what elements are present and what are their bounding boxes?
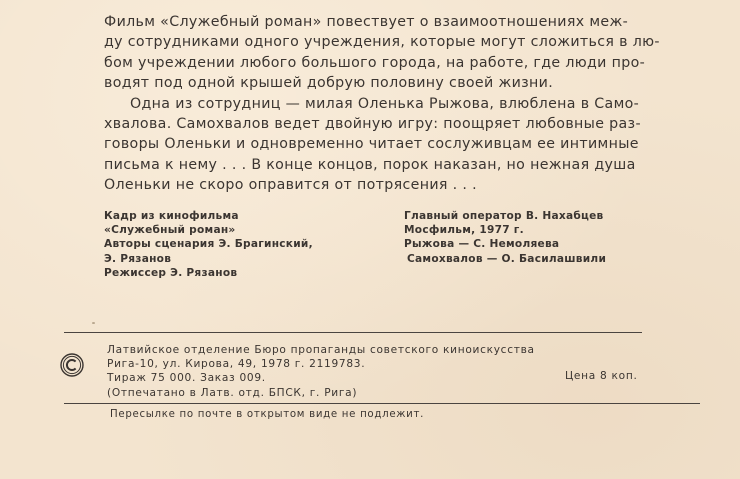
price-label: Цена 8 коп. bbox=[565, 370, 638, 382]
credit-line: Кадр из кинофильма bbox=[104, 210, 239, 222]
film-credits-right bbox=[404, 209, 606, 266]
synopsis-line: говоры Оленьки и одновременно читает сослуживцам ее интимные bbox=[104, 136, 639, 153]
credit-line: Э. Рязанов bbox=[104, 252, 172, 265]
credit-line: Рыжова — С. Немоляева bbox=[404, 238, 560, 251]
publisher-info bbox=[107, 343, 535, 400]
film-synopsis bbox=[104, 12, 660, 196]
paper-speck bbox=[92, 322, 95, 324]
credit-line: Авторы сценария Э. Брагинский, bbox=[104, 238, 313, 251]
synopsis-line: бом учреждении любого большого города, на работе, где люди про- bbox=[104, 54, 646, 71]
credit-line: Главный оператор В. Нахабцев bbox=[404, 210, 604, 222]
synopsis-line: хвалова. Самохвалов ведет двойную игру: поощряет любовные раз- bbox=[104, 116, 641, 133]
divider-line bbox=[64, 403, 700, 404]
credit-line: Режиссер Э. Рязанов bbox=[104, 266, 238, 279]
credit-line: Мосфильм, 1977 г. bbox=[404, 224, 524, 237]
credit-line: «Служебный роман» bbox=[104, 224, 236, 237]
divider-line bbox=[64, 332, 642, 333]
copyright-icon bbox=[60, 353, 84, 377]
publisher-line: Тираж 75 000. Заказ 009. bbox=[107, 372, 266, 385]
synopsis-line: Оленьки не скоро оправится от потрясения . . . bbox=[104, 177, 477, 194]
publisher-line: Рига-10, ул. Кирова, 49, 1978 г. 2119783. bbox=[107, 358, 366, 371]
synopsis-line: водят под одной крышей добрую половину своей жизни. bbox=[104, 75, 554, 92]
credit-line: Самохвалов — О. Басилашвили bbox=[407, 252, 607, 265]
synopsis-line: Фильм «Служебный роман» повествует о взаимоотношениях меж- bbox=[104, 14, 629, 30]
postal-notice: Пересылке по почте в открытом виде не подлежит. bbox=[110, 409, 425, 420]
synopsis-line: Одна из сотрудниц — милая Оленька Рыжова, влюблена в Само- bbox=[130, 95, 640, 112]
publisher-line: Латвийское отделение Бюро пропаганды советского киноискусства bbox=[107, 344, 535, 356]
publisher-line: (Отпечатано в Латв. отд. БПСК, г. Рига) bbox=[107, 386, 358, 399]
synopsis-line: ду сотрудниками одного учреждения, которые могут сложиться в лю- bbox=[104, 34, 660, 51]
film-credits-left bbox=[104, 209, 313, 280]
synopsis-line: письма к нему . . . В конце концов, порок наказан, но нежная душа bbox=[104, 156, 636, 173]
